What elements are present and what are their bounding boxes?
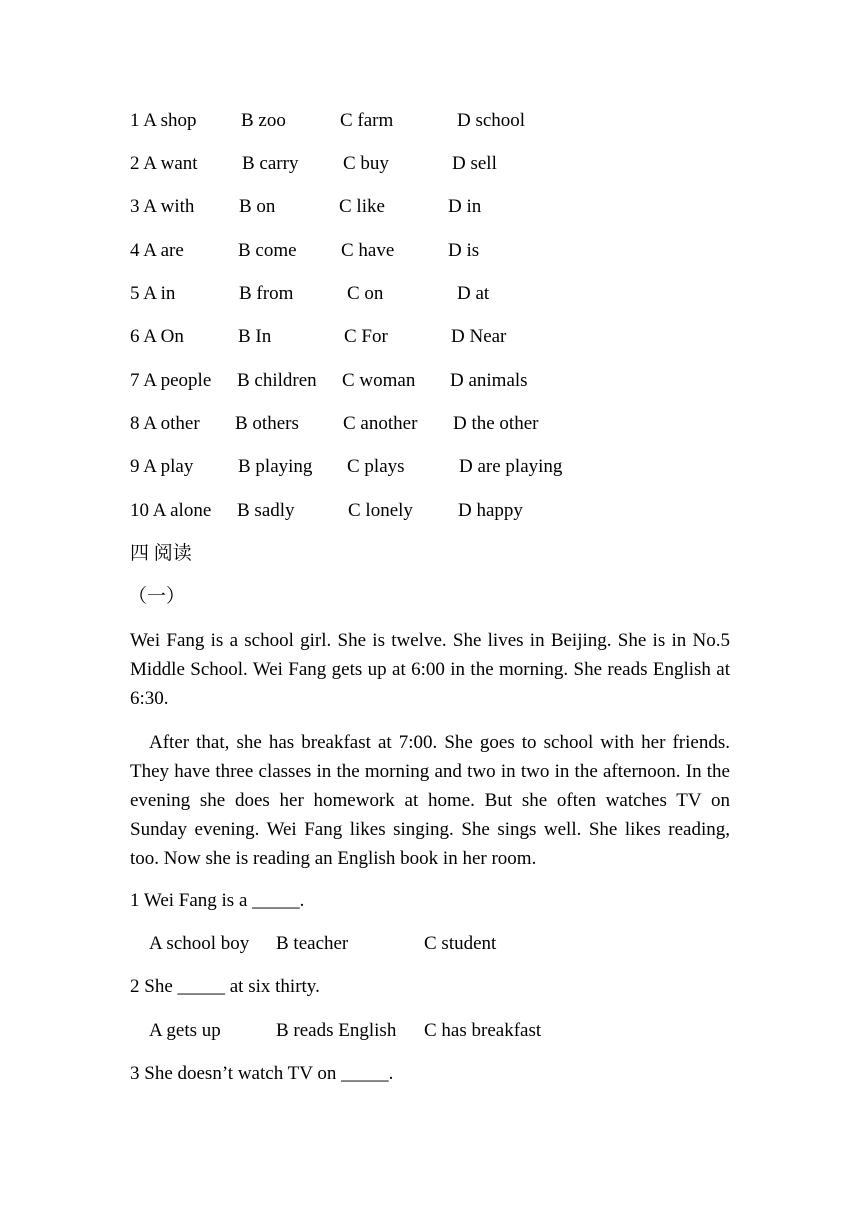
choice-c: C woman — [342, 370, 416, 391]
choice-row — [0, 283, 860, 305]
option-b: B teacher — [276, 933, 349, 954]
choice-c: C plays — [347, 456, 405, 477]
option-a: A school boy — [149, 933, 250, 954]
choice-b: B from — [239, 283, 294, 304]
choice-row — [0, 500, 860, 522]
choice-c: C buy — [343, 153, 389, 174]
option-c: C has breakfast — [424, 1020, 542, 1041]
question-1-options — [0, 933, 860, 955]
choice-b: B zoo — [241, 110, 286, 131]
option-b: B reads English — [276, 1020, 397, 1041]
passage-paragraph-2: After that, she has breakfast at 7:00. She goes to school with her friends. They have three classes in the morning and two in two in the afternoon. In the evening she does her homework at home. But she often watches TV on Sunday evening. Wei Fang likes singing. She sings well. She likes reading, too. Now she is reading an English book in her room. — [130, 732, 730, 869]
choice-row — [0, 240, 860, 262]
choice-a: 5 A in — [130, 283, 176, 304]
choice-c: C another — [343, 413, 418, 434]
choice-d: D at — [457, 283, 490, 304]
choice-c: C For — [344, 326, 388, 347]
choice-row — [0, 413, 860, 435]
choice-row — [0, 456, 860, 478]
choice-b: B on — [239, 196, 276, 217]
option-a: A gets up — [149, 1020, 221, 1041]
choice-a: 2 A want — [130, 153, 198, 174]
question-1: 1 Wei Fang is a _____. — [130, 890, 305, 911]
choice-c: C lonely — [348, 500, 413, 521]
choice-a: 8 A other — [130, 413, 200, 434]
choice-row — [0, 196, 860, 218]
choice-d: D are playing — [459, 456, 563, 477]
choice-b: B others — [235, 413, 299, 434]
choice-b: B sadly — [237, 500, 295, 521]
question-2: 2 She _____ at six thirty. — [130, 976, 320, 997]
question-2-options — [0, 1020, 860, 1042]
choice-row — [0, 110, 860, 132]
choice-row — [0, 370, 860, 392]
choice-c: C farm — [340, 110, 394, 131]
choice-a: 7 A people — [130, 370, 212, 391]
choice-d: D animals — [450, 370, 528, 391]
section-subheading: （一） — [128, 586, 186, 607]
choice-d: D in — [448, 196, 482, 217]
choice-c: C on — [347, 283, 384, 304]
choice-b: B children — [237, 370, 317, 391]
choice-d: D sell — [452, 153, 497, 174]
section-heading: 四 阅读 — [130, 543, 192, 564]
question-3: 3 She doesn’t watch TV on _____. — [130, 1063, 394, 1084]
choice-a: 10 A alone — [130, 500, 212, 521]
choice-d: D Near — [451, 326, 507, 347]
choice-b: B In — [238, 326, 272, 347]
choice-b: B carry — [242, 153, 299, 174]
choice-a: 3 A with — [130, 196, 195, 217]
choice-b: B playing — [238, 456, 313, 477]
choice-a: 6 A On — [130, 326, 184, 347]
choice-d: D happy — [458, 500, 523, 521]
choice-c: C like — [339, 196, 385, 217]
option-c: C student — [424, 933, 497, 954]
choice-a: 1 A shop — [130, 110, 197, 131]
passage-paragraph-1: Wei Fang is a school girl. She is twelve. She lives in Beijing. She is in No.5 Middle School. Wei Fang gets up at 6:00 in the morning. She reads English at 6:30. — [130, 630, 730, 709]
choice-c: C have — [341, 240, 395, 261]
choice-row — [0, 326, 860, 348]
choice-a: 4 A are — [130, 240, 184, 261]
choice-b: B come — [238, 240, 297, 261]
choice-d: D is — [448, 240, 480, 261]
choice-d: D the other — [453, 413, 539, 434]
choice-d: D school — [457, 110, 526, 131]
choice-row — [0, 153, 860, 175]
choice-a: 9 A play — [130, 456, 194, 477]
